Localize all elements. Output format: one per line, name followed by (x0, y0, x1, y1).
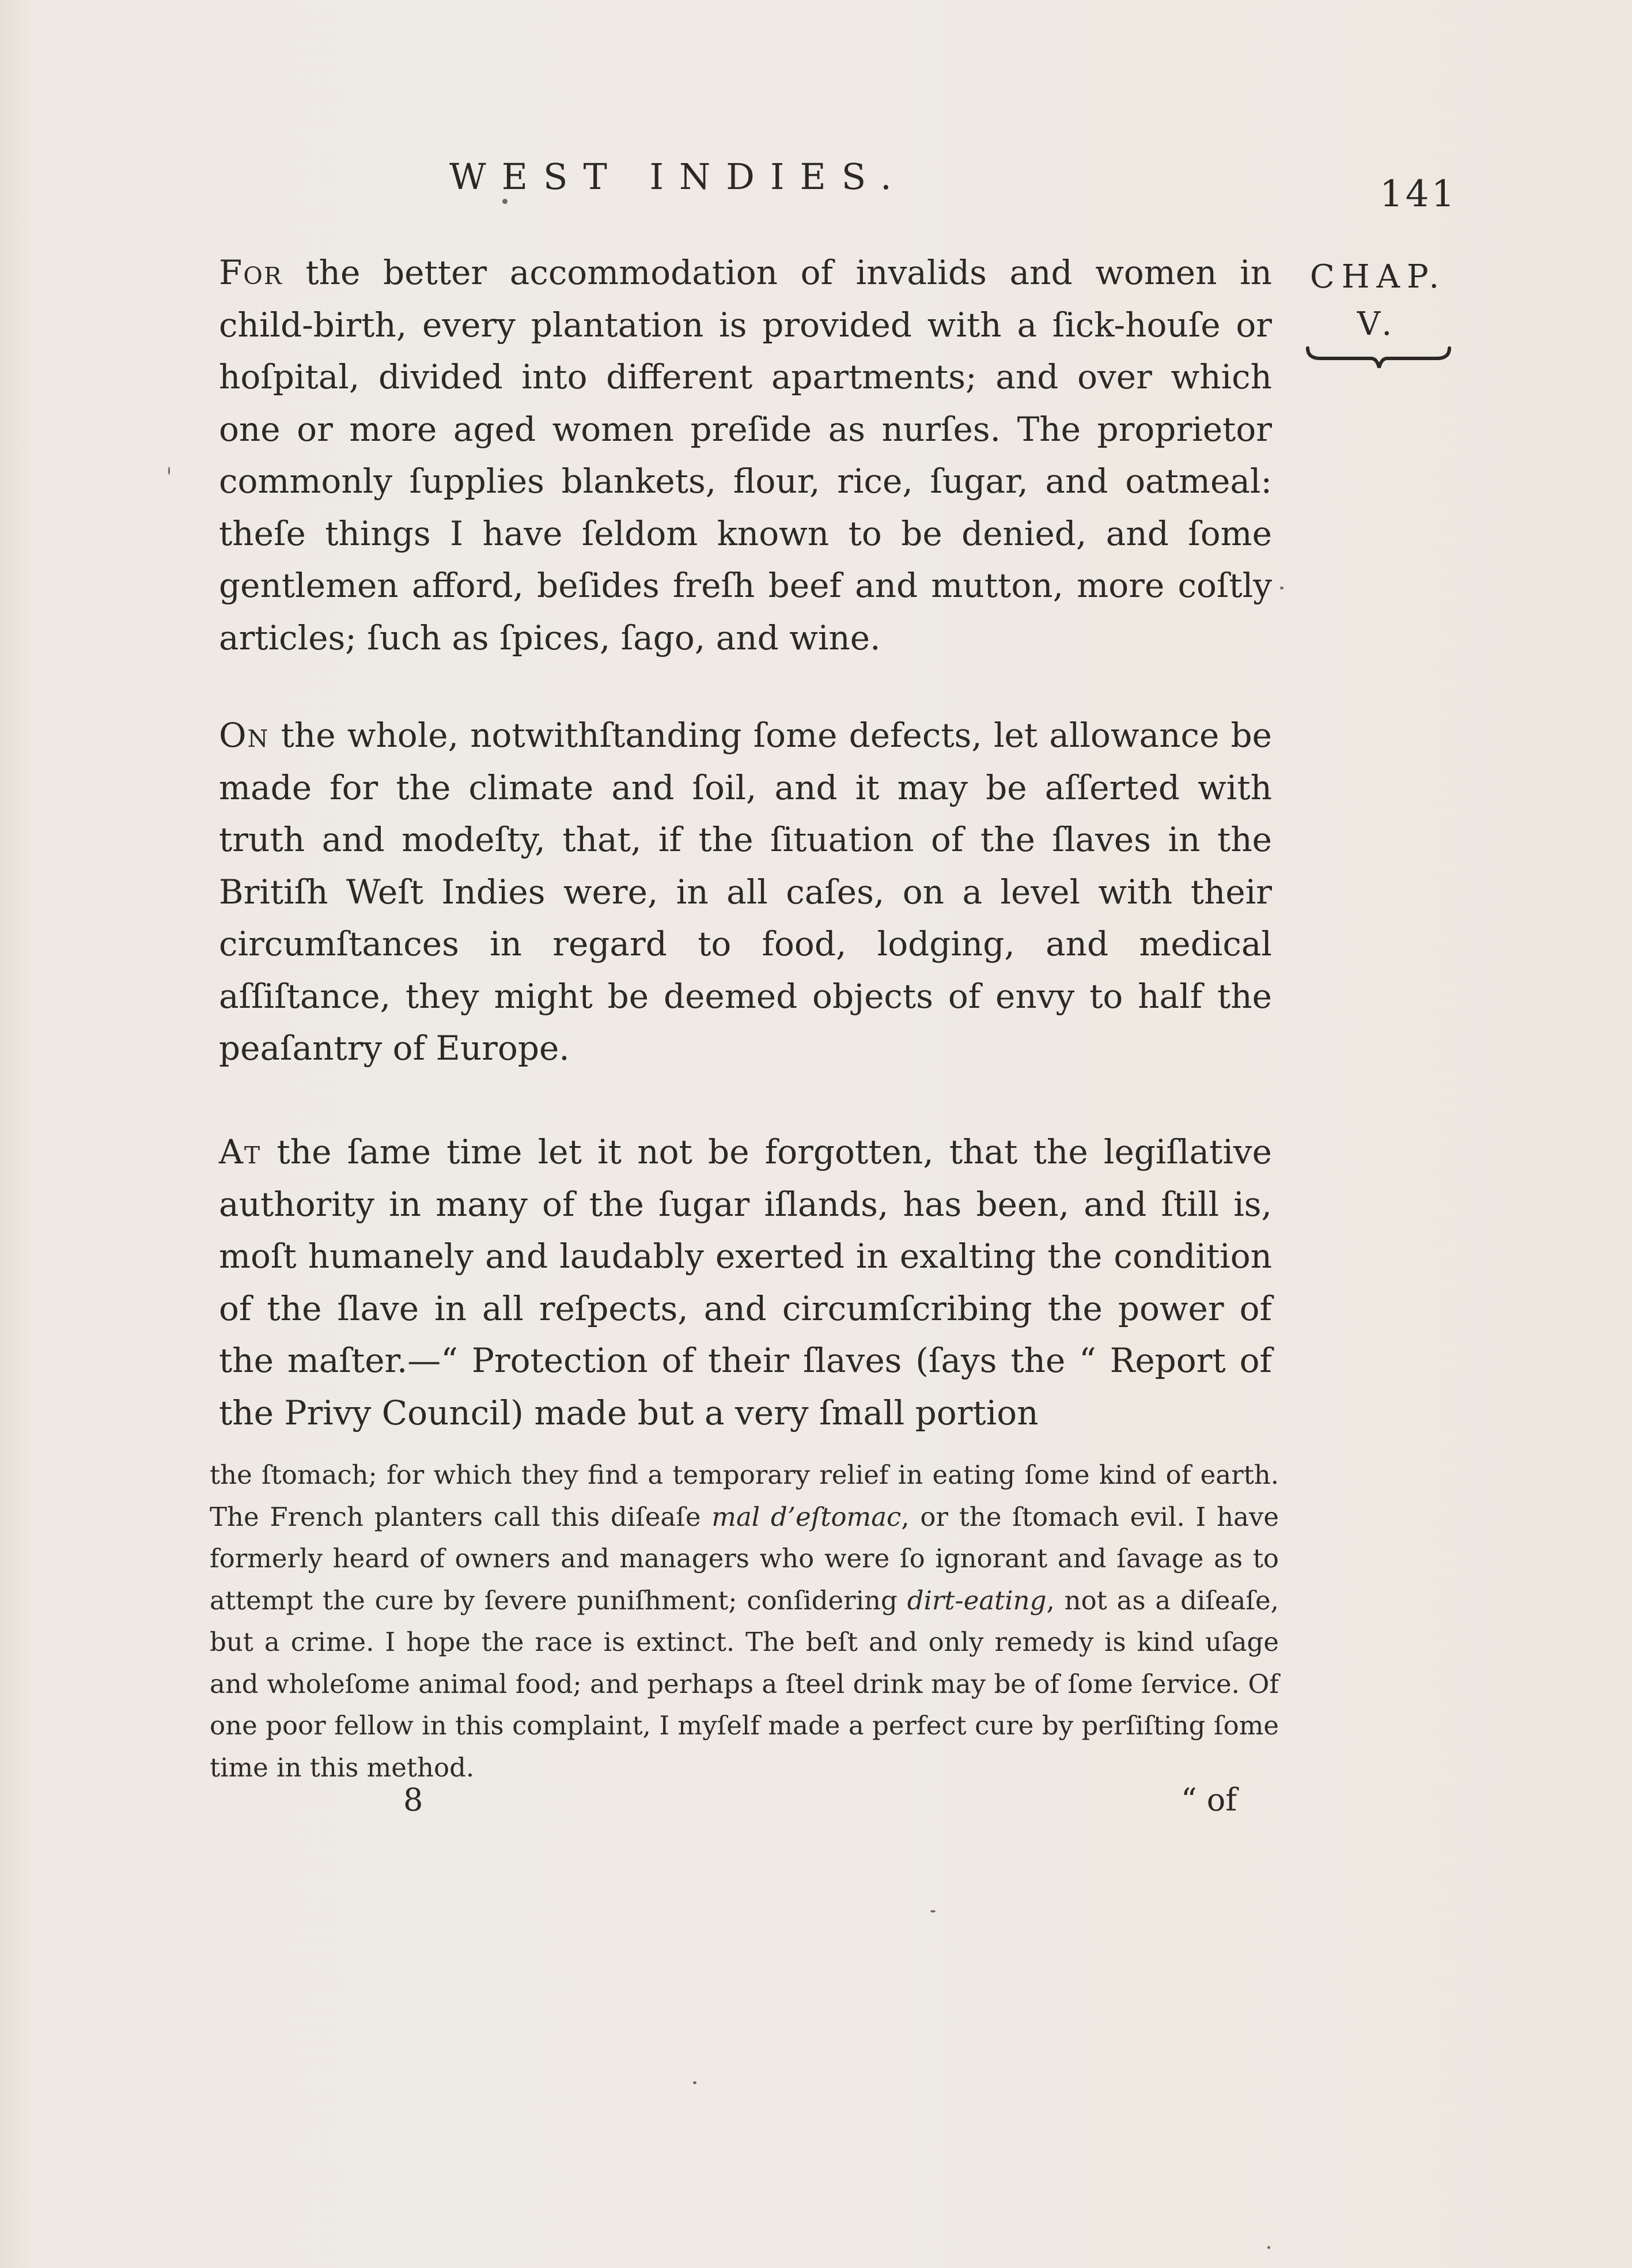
footnote-term-mal-destomac: mal d’eſtomac (711, 1501, 902, 1532)
paragraph-1-text: the better accommodation of invalids and women in child-birth, every plantation is provided with a ſick-houſe or hoſpital, divided into different apartments; and over which one or more aged women preſide as nurſes. The proprietor commonly ſupplies blankets, flour, rice, ſugar, and oatmeal: theſe things I have ſeldom known to be denied, and ſome gentlemen afford, beſides freſh beef and mutton, more coſtly articles; ſuch as ſpices, ſago, and wine. (219, 253, 1272, 657)
chapter-marker (1303, 254, 1453, 348)
chapter-label: CHAP. (1309, 258, 1447, 296)
paragraph-2-text: the whole, notwithſtanding ſome defects, let allowance be made for the climate and ſoil, and it may be aſſerted with truth and modeſty, that, if the ſituation of the ſlaves in the Britiſh Weſt Indies were, in all caſes, on a level with their circumſtances in regard to food, lodging, and medical aſſiſtance, they might be deemed objects of envy to half the peaſantry of Europe. (219, 716, 1272, 1068)
paragraph-3 (219, 1126, 1272, 1439)
paper-speck (1267, 2246, 1270, 2249)
signature-mark: 8 (403, 1782, 423, 1818)
paper-speck (1280, 587, 1283, 589)
running-head: WEST INDIES. (449, 156, 907, 198)
catchword: “ of (1181, 1782, 1237, 1818)
footnote (210, 1454, 1279, 1789)
page-number: 141 (1380, 173, 1457, 216)
paper-speck (168, 467, 170, 475)
footnote-term-dirt-eating: dirt-eating (907, 1585, 1047, 1616)
footnote-text-1: the ſtomach; for which they find a temporary relief in eating ſome kind of earth. The French planters call this diſeaſe (210, 1460, 1279, 1532)
paragraph-3-text: the ſame time let it not be forgotten, that the legiſlative authority in many of the ſugar iſlands, has been, and ſtill is, moſt humanely and laudably exerted in exalting the condition of the ſlave in all reſpects, and circumſcribing the power of the maſter.—“ Protection of their ſlaves (ſays the “ Report of the Privy Council) made but a very ſmall portion (219, 1132, 1272, 1432)
paper-speck (693, 2081, 696, 2084)
footnote-text-2: , or the ſtomach evil. I have formerly heard of owners and managers who were ſo ignorant and ſavage as to attempt the cure by ſevere puniſhment; conſidering (210, 1501, 1279, 1616)
paragraph-1 (219, 247, 1272, 664)
footnote-text-3: , not as a diſeaſe, but a crime. I hope the race is extinct. The beſt and only remedy is kind uſage and wholeſome animal food; and perhaps a ſteel drink may be of ſome ſervice. Of one poor fellow in this complaint, I myſelf made a perfect cure by perſiſting ſome time in this method. (210, 1585, 1279, 1783)
paragraph-3-lead: At (219, 1132, 262, 1171)
paragraph-2 (219, 709, 1272, 1075)
paragraph-2-lead: On (219, 716, 270, 755)
paragraph-1-lead: For (219, 253, 283, 292)
paper-speck (502, 199, 508, 204)
paper-speck (930, 1910, 936, 1912)
chapter-number: V. (1357, 305, 1399, 343)
chapter-brace-ornament (1303, 345, 1453, 373)
